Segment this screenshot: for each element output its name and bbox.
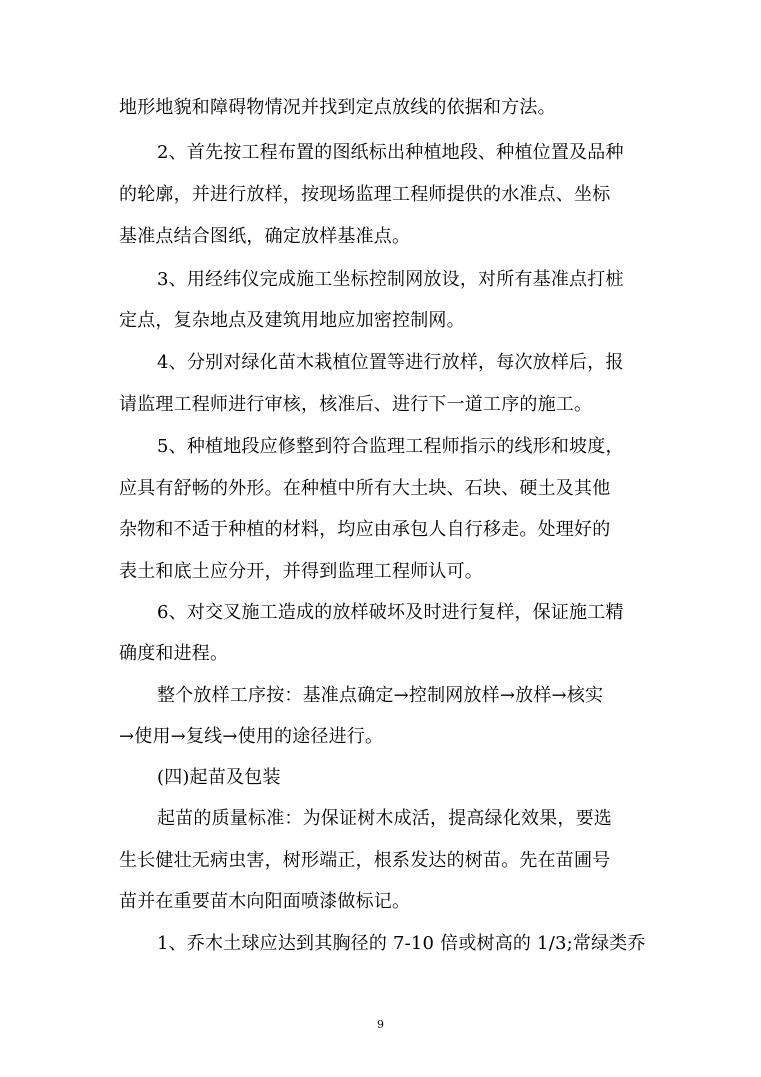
text-line: 2、首先按工程布置的图纸标出种植地段、种植位置及品种: [157, 142, 624, 163]
text-line: 确度和进程。: [119, 643, 229, 664]
text-line: 杂物和不适于种植的材料，均应由承包人自行移走。处理好的: [119, 519, 611, 540]
section-heading: (四)起苗及包装: [157, 767, 281, 788]
text-line: →使用→复线→使用的途径进行。: [119, 726, 384, 747]
text-line: 整个放样工序按：基准点确定→控制网放样→放样→核实: [157, 685, 604, 706]
text-line: 请监理工程师进行审核，核准后、进行下一道工序的施工。: [119, 394, 593, 415]
text-line: 的轮廓，并进行放样，按现场监理工程师提供的水准点、坐标: [119, 184, 611, 205]
text-line: 苗并在重要苗木向阳面喷漆做标记。: [119, 891, 411, 912]
text-line: 起苗的质量标准：为保证树木成活，提高绿化效果，要选: [157, 808, 612, 829]
page-number: 9: [377, 1018, 384, 1031]
text-line: 1、乔木土球应达到其胸径的 7-10 倍或树高的 1/3;常绿类乔: [157, 933, 646, 954]
text-line: 6、对交叉施工造成的放样破坏及时进行复样，保证施工精: [157, 602, 624, 623]
text-line: 生长健壮无病虫害，树形端正，根系发达的树苗。先在苗圃号: [119, 850, 611, 871]
text-line: 4、分别对绿化苗木栽植位置等进行放样，每次放样后，报: [157, 352, 624, 373]
text-line: 表土和底土应分开，并得到监理工程师认可。: [119, 561, 483, 582]
text-line: 5、种植地段应修整到符合监理工程师指示的线形和坡度，: [157, 436, 624, 457]
text-line: 3、用经纬仪完成施工坐标控制网放设，对所有基准点打桩: [157, 269, 624, 290]
text-line: 应具有舒畅的外形。在种植中所有大土块、石块、硬土及其他: [119, 478, 611, 499]
text-line: 基准点结合图纸，确定放样基准点。: [119, 226, 411, 247]
text-line: 定点，复杂地点及建筑用地应加密控制网。: [119, 310, 465, 331]
text-line: 地形地貌和障碍物情况并找到定点放线的依据和方法。: [119, 97, 556, 118]
